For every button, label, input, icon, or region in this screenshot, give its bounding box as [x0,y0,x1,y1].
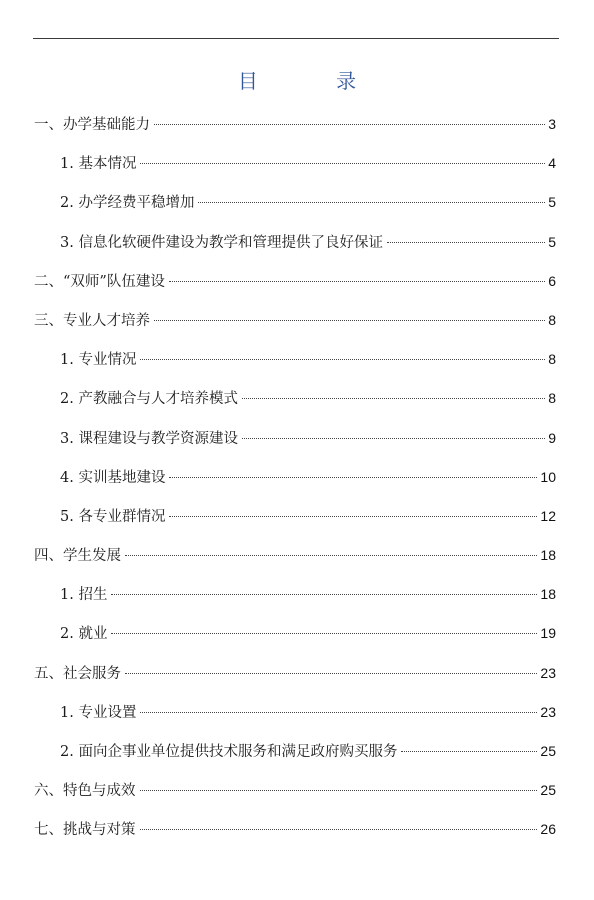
toc-entry-text: 三、专业人才培养 [34,312,150,329]
dot-leader [387,242,545,243]
header-rule [33,38,559,39]
toc-entry[interactable] [34,732,556,771]
toc-entry-text: 1. 专业情况 [60,352,137,369]
toc-page-number: 25 [540,743,556,759]
toc-entry-text: 二、“双师”队伍建设 [34,273,165,290]
toc-page-number: 23 [540,664,556,681]
toc-entry-text: 六、特色与成效 [34,783,136,800]
toc-entry[interactable] [34,340,556,379]
dot-leader [401,751,537,752]
toc-entry-text: 五、社会服务 [34,665,121,682]
toc-page-number: 9 [548,429,556,446]
toc-page-number: 10 [540,468,556,485]
toc-page-number: 19 [540,625,556,642]
toc-entry[interactable] [34,105,556,144]
toc-entry[interactable] [34,654,556,693]
toc-entry-text: 四、学生发展 [34,548,121,565]
toc-entry[interactable] [34,614,556,653]
toc-entry[interactable] [34,575,556,614]
toc-entry-text: 一、办学基础能力 [34,117,150,133]
toc-entry[interactable] [34,497,556,536]
toc-entry-text: 4. 实训基地建设 [60,469,166,486]
toc-page-number: 8 [548,311,556,328]
toc-page-number: 23 [540,703,556,720]
dot-leader [140,359,545,360]
dot-leader [154,124,545,125]
toc-entry-text: 1. 招生 [60,587,108,604]
toc-entry[interactable] [34,223,556,262]
toc-entry-text: 5. 各专业群情况 [60,508,166,525]
dot-leader [242,438,545,439]
toc-entry[interactable] [34,536,556,575]
toc-entry[interactable] [34,771,556,810]
toc-entry[interactable] [34,144,556,183]
dot-leader [111,633,537,634]
toc-entry[interactable] [34,301,556,340]
dot-leader [169,281,545,282]
toc-entry[interactable] [34,419,556,458]
dot-leader [140,712,537,713]
toc-page-number: 8 [548,390,556,407]
toc-entry[interactable] [34,183,556,222]
dot-leader [125,555,537,556]
dot-leader [169,516,537,517]
toc-entry-text: 2. 产教融合与人才培养模式 [60,391,238,408]
dot-leader [140,829,538,830]
dot-leader [198,202,545,203]
dot-leader [111,594,537,595]
toc-page-number: 26 [540,821,556,838]
dot-leader [140,790,538,791]
toc-entry-text: 1. 专业设置 [60,704,137,721]
toc-page-number: 3 [548,116,556,132]
toc-page-number: 18 [540,547,556,564]
dot-leader [125,673,537,674]
toc-entry-text: 七、挑战与对策 [34,822,136,839]
toc-page-number: 25 [540,782,556,799]
toc-page-number: 8 [548,351,556,368]
toc-entry-text: 1. 基本情况 [60,156,137,173]
toc-page-number: 5 [548,194,556,211]
toc-entry-text: 2. 就业 [60,626,108,643]
toc-entry-text: 2. 办学经费平稳增加 [60,195,195,212]
toc-page-number: 12 [540,507,556,524]
toc-page-number: 5 [548,233,556,250]
toc-entry[interactable] [34,810,556,849]
toc-entry[interactable] [34,458,556,497]
toc-entry-text: 2. 面向企事业单位提供技术服务和满足政府购买服务 [60,744,398,760]
toc-page-number: 6 [548,272,556,289]
toc-page-number: 18 [540,586,556,603]
dot-leader [169,477,537,478]
table-of-contents [34,105,556,850]
toc-entry[interactable] [34,379,556,418]
dot-leader [154,320,545,321]
toc-entry-text: 3. 课程建设与教学资源建设 [60,430,238,447]
dot-leader [140,163,545,164]
toc-entry[interactable] [34,693,556,732]
toc-entry[interactable] [34,262,556,301]
toc-title: 目 录 [237,69,393,93]
toc-page-number: 4 [548,155,556,172]
dot-leader [242,398,545,399]
toc-entry-text: 3. 信息化软硬件建设为教学和管理提供了良好保证 [60,234,383,251]
